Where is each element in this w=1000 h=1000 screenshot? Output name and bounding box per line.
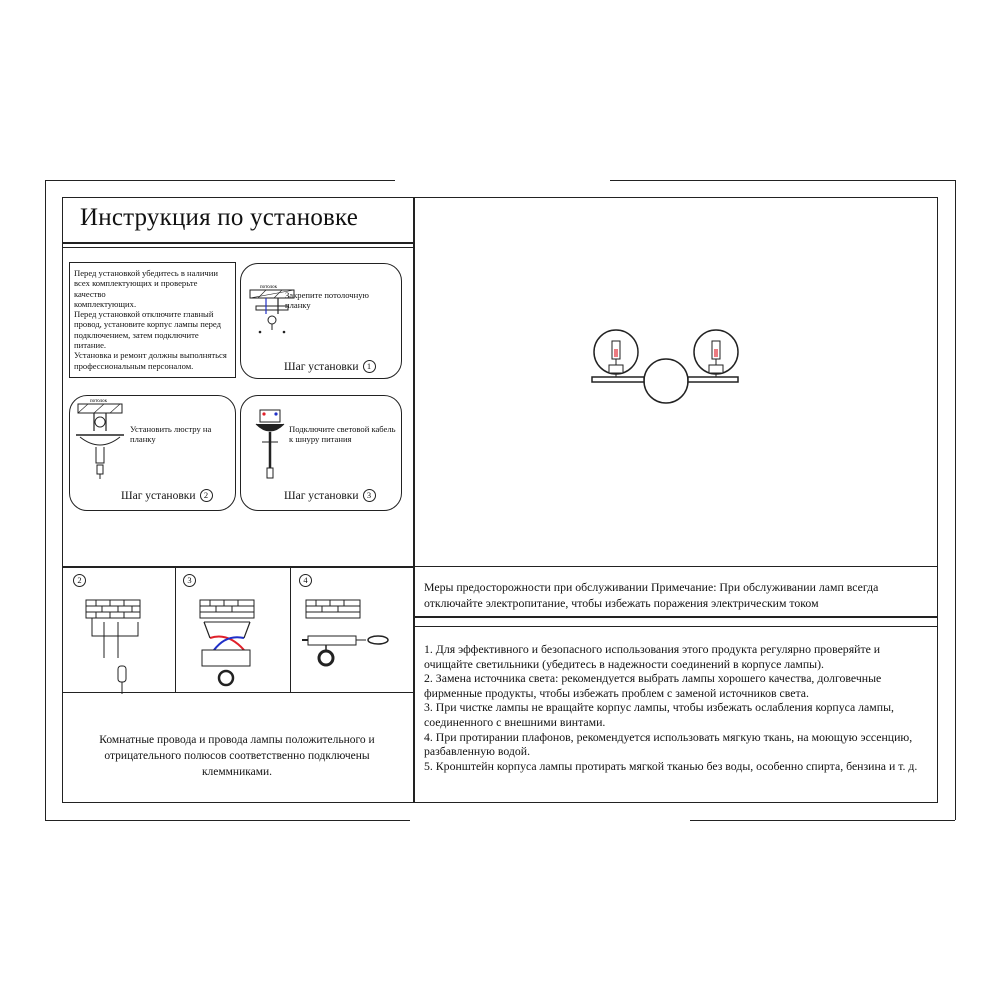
- page-title: Инструкция по установке: [80, 204, 359, 231]
- caution-note: Меры предосторожности при обслуживании Примечание: При обслуживании ламп всегда отключайте электропитание, чтобы избежать поражения электрическим током: [424, 580, 879, 610]
- step-number-badge: 1: [363, 360, 376, 373]
- wiring-diagram-3: [194, 598, 274, 708]
- step-3-label: Шаг установки 3: [284, 489, 376, 502]
- rule-line: 5. Кронштейн корпуса лампы протирать мягкой тканью без воды, особенно спирта, бензина и т. д.: [424, 758, 918, 773]
- intro-note-line: Перед установкой убедитесь в наличии: [74, 268, 218, 278]
- step-1-label: Шаг установки 1: [284, 360, 376, 373]
- intro-note-line: Перед установкой отключите главный: [74, 309, 214, 320]
- right-divider-1: [413, 566, 938, 567]
- wiring-number-4: 4: [299, 574, 312, 587]
- frame-bottom-left-rule: [45, 820, 410, 821]
- step-3-text: Подключите световой кабель к шнуру питания: [289, 424, 396, 445]
- intro-note-line: провод, установите корпус лампы перед: [74, 319, 222, 330]
- rule-line: 3. При чистке лампы не вращайте корпус лампы, чтобы избежать ослабления корпуса лампы,: [424, 700, 894, 715]
- rule-line: соединенного с внешними винтами.: [424, 714, 606, 729]
- maintenance-rules: [424, 642, 939, 773]
- wiring-diagram-2: [80, 598, 170, 708]
- wiring-diagram-4: [300, 598, 400, 688]
- step-number-badge: 2: [200, 489, 213, 502]
- right-divider-3: [413, 626, 938, 627]
- rule-line: 1. Для эффективного и безопасного использования этого продукта регулярно проверяйте и: [424, 642, 881, 656]
- product-illustration: [590, 325, 740, 405]
- frame-top-right-rule: [610, 180, 955, 181]
- left-mid-divider: [62, 566, 415, 568]
- intro-note-line: Установка и ремонт должны выполняться: [74, 350, 227, 361]
- rule-line: 4. При протирании плафонов, рекомендуется использовать мягкую ткань, на моющую эссенцию,: [424, 729, 913, 744]
- step-2-label: Шаг установки 2: [121, 489, 213, 502]
- wiring-number-3: 3: [183, 574, 196, 587]
- step-2-illustration: [74, 395, 134, 495]
- rule-line: очищайте светильники (убедитесь в надежности соединений в корпусе лампы).: [424, 656, 824, 671]
- svg-text:потолок: потолок: [90, 399, 108, 404]
- frame-top-left-rule: [45, 180, 395, 181]
- rule-line: разбавленную водой.: [424, 744, 531, 759]
- ceiling-label: потолок: [260, 285, 278, 290]
- wiring-col-divider-1: [175, 567, 176, 692]
- wiring-col-divider-2: [290, 567, 291, 692]
- rule-line: 2. Замена источника света: рекомендуется выбрать лампы хорошего качества, долговечные: [424, 671, 882, 686]
- step-number-badge: 3: [363, 489, 376, 502]
- title-divider: [62, 242, 415, 244]
- wiring-number-2: 2: [73, 574, 86, 587]
- rule-line: фирменные продукты, чтобы избежать проблем с заменой источников света.: [424, 685, 809, 700]
- intro-note: [69, 262, 236, 378]
- frame-bottom-right-rule: [690, 820, 955, 821]
- intro-note-line: всех комплектующих и проверьте качество: [74, 278, 198, 299]
- intro-note-line: профессиональным персоналом.: [74, 360, 194, 371]
- right-divider-2: [413, 616, 938, 618]
- step-3-illustration: [252, 408, 292, 498]
- frame-left-rule: [45, 180, 46, 820]
- frame-right-rule: [955, 180, 956, 820]
- title-divider-thin: [62, 247, 415, 248]
- intro-note-line: комплектующих.: [74, 298, 137, 309]
- intro-note-line: подключением, затем подключите питание.: [74, 329, 199, 351]
- step-1-text: Закрепите потолочную планку: [285, 290, 369, 311]
- step-2-text: Установить люстру на планку: [130, 424, 212, 445]
- wiring-caption: Комнатные провода и провода лампы положительного и отрицательного полюсов соответственно подключены клеммниками.: [99, 734, 375, 778]
- mount-bar: [256, 306, 288, 310]
